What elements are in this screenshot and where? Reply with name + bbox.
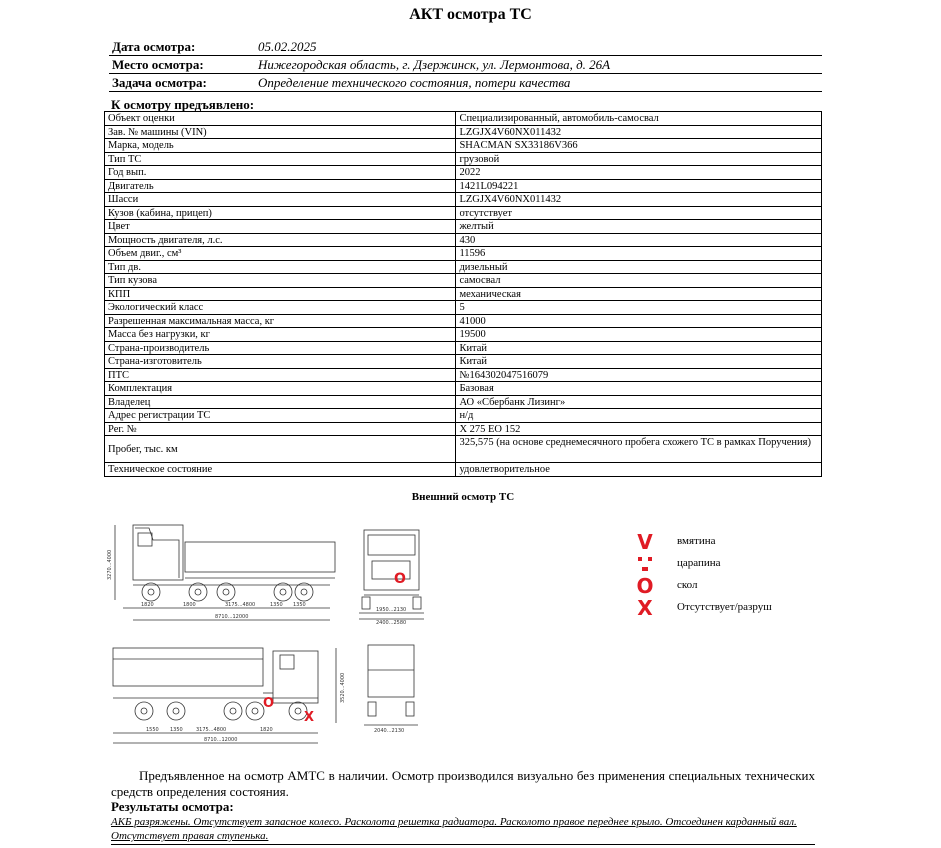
spec-key: Тип кузова bbox=[105, 274, 456, 288]
spec-row bbox=[105, 355, 822, 369]
spec-key: Комплектация bbox=[105, 382, 456, 396]
meta-row-date bbox=[109, 38, 822, 56]
spec-row bbox=[105, 166, 822, 180]
spec-value: самосвал bbox=[456, 274, 822, 288]
spec-row bbox=[105, 436, 822, 463]
truck-rear-view-drawing bbox=[360, 640, 422, 740]
spec-row bbox=[105, 125, 822, 139]
legend-label: царапина bbox=[677, 557, 721, 569]
dim-rear-seg: 3175...4800 bbox=[196, 727, 227, 733]
meta-label: Место осмотра: bbox=[112, 57, 204, 72]
spec-row bbox=[105, 112, 822, 126]
dim-side-length: 8710...12000 bbox=[215, 614, 249, 620]
spec-row bbox=[105, 179, 822, 193]
spec-value: механическая bbox=[456, 287, 822, 301]
legend-label: Отсутствует/разруш bbox=[677, 601, 772, 613]
results-text: АКБ разряжены. Отсутствует запасное колесо. Расколота решетка радиатора. Расколото правое переднее крыло. Отсоединен карданный вал. Отсутствует правая ступенька. bbox=[111, 816, 797, 842]
spec-value: АО «Сбербанк Лизинг» bbox=[456, 395, 822, 409]
spec-key: Владелец bbox=[105, 395, 456, 409]
spec-row bbox=[105, 409, 822, 423]
inspection-paragraph: Предъявленное на осмотр АМТС в наличии. Осмотр производился визуально без применения специальных технических средств определения состояния. bbox=[111, 768, 815, 799]
spec-value: 430 bbox=[456, 233, 822, 247]
spec-value: 325,575 (на основе среднемесячного пробега схожего ТС в рамках Поручения) bbox=[456, 436, 822, 463]
chip-marker: O bbox=[394, 571, 406, 587]
missing-icon: X bbox=[637, 596, 653, 620]
dim-side-seg: 1350 bbox=[270, 602, 283, 608]
spec-row bbox=[105, 395, 822, 409]
dim-rear-track: 2040...2130 bbox=[374, 728, 405, 734]
dim-rear-length: 8710...12000 bbox=[204, 737, 238, 743]
results-title: Результаты осмотра: bbox=[111, 799, 234, 814]
spec-value: SHACMAN SX33186V366 bbox=[456, 139, 822, 153]
spec-key: Цвет bbox=[105, 220, 456, 234]
spec-value: грузовой bbox=[456, 152, 822, 166]
dent-icon: V bbox=[637, 530, 653, 554]
dim-side-height: 3270...4000 bbox=[107, 549, 113, 580]
spec-key: Объект оценки bbox=[105, 112, 456, 126]
spec-row bbox=[105, 152, 822, 166]
meta-value: Определение технического состояния, потери качества bbox=[258, 75, 571, 90]
spec-row bbox=[105, 247, 822, 261]
spec-key: ПТС bbox=[105, 368, 456, 382]
spec-value: Базовая bbox=[456, 382, 822, 396]
spec-row bbox=[105, 274, 822, 288]
spec-key: Масса без нагрузки, кг bbox=[105, 328, 456, 342]
dim-side-seg: 3175...4800 bbox=[225, 602, 256, 608]
spec-key: Объем двиг., см³ bbox=[105, 247, 456, 261]
spec-row bbox=[105, 206, 822, 220]
dim-rear-seg: 1820 bbox=[260, 727, 273, 733]
truck-front-view-drawing bbox=[354, 525, 429, 625]
spec-value: 19500 bbox=[456, 328, 822, 342]
spec-key: Тип ТС bbox=[105, 152, 456, 166]
spec-key: Страна-производитель bbox=[105, 341, 456, 355]
meta-label: Задача осмотра: bbox=[112, 75, 207, 90]
spec-row bbox=[105, 341, 822, 355]
spec-value: LZGJX4V60NX011432 bbox=[456, 125, 822, 139]
spec-row bbox=[105, 139, 822, 153]
spec-row bbox=[105, 314, 822, 328]
legend-label: скол bbox=[677, 579, 698, 591]
spec-row bbox=[105, 260, 822, 274]
spec-row bbox=[105, 368, 822, 382]
spec-value: 11596 bbox=[456, 247, 822, 261]
truck-rear-side-view-drawing bbox=[108, 643, 348, 751]
meta-row-place bbox=[109, 56, 822, 74]
spec-row bbox=[105, 422, 822, 436]
spec-key: Рег. № bbox=[105, 422, 456, 436]
dim-front-track: 2400...2580 bbox=[376, 620, 407, 625]
spec-value: 1421L094221 bbox=[456, 179, 822, 193]
spec-key: Зав. № машины (VIN) bbox=[105, 125, 456, 139]
spec-row bbox=[105, 463, 822, 477]
spec-key: КПП bbox=[105, 287, 456, 301]
dim-side-seg: 1350 bbox=[293, 602, 306, 608]
spec-key: Кузов (кабина, прицеп) bbox=[105, 206, 456, 220]
spec-value: LZGJX4V60NX011432 bbox=[456, 193, 822, 207]
results-divider bbox=[111, 844, 815, 846]
spec-value: Китай bbox=[456, 341, 822, 355]
spec-row bbox=[105, 220, 822, 234]
spec-value: желтый bbox=[456, 220, 822, 234]
spec-key: Страна-изготовитель bbox=[105, 355, 456, 369]
spec-value: Х 275 ЕО 152 bbox=[456, 422, 822, 436]
spec-key: Год вып. bbox=[105, 166, 456, 180]
spec-key: Двигатель bbox=[105, 179, 456, 193]
spec-value: дизельный bbox=[456, 260, 822, 274]
spec-key: Шасси bbox=[105, 193, 456, 207]
spec-value: 5 bbox=[456, 301, 822, 315]
external-inspection-title: Внешний осмотр ТС bbox=[411, 491, 515, 503]
dim-side-seg: 1820 bbox=[141, 602, 154, 608]
spec-value: удовлетворительное bbox=[456, 463, 822, 477]
dim-rear-seg: 1350 bbox=[170, 727, 183, 733]
meta-label: Дата осмотра: bbox=[112, 39, 196, 54]
spec-value: Китай bbox=[456, 355, 822, 369]
chip-marker: O bbox=[263, 696, 275, 711]
spec-value: №164302047516079 bbox=[456, 368, 822, 382]
spec-row bbox=[105, 382, 822, 396]
spec-value: 41000 bbox=[456, 314, 822, 328]
truck-side-view-drawing bbox=[105, 520, 340, 632]
spec-key: Тип дв. bbox=[105, 260, 456, 274]
spec-key: Марка, модель bbox=[105, 139, 456, 153]
spec-key: Мощность двигателя, л.с. bbox=[105, 233, 456, 247]
spec-row bbox=[105, 301, 822, 315]
meta-row-task bbox=[109, 74, 822, 92]
page-title: АКТ осмотра ТС bbox=[409, 6, 532, 23]
damage-legend bbox=[632, 532, 832, 622]
spec-row bbox=[105, 193, 822, 207]
spec-key: Адрес регистрации ТС bbox=[105, 409, 456, 423]
missing-marker: X bbox=[304, 710, 315, 725]
meta-value: 05.02.2025 bbox=[258, 39, 317, 54]
presented-title: К осмотру предъявлено: bbox=[111, 97, 255, 112]
spec-row bbox=[105, 233, 822, 247]
meta-value: Нижегородская область, г. Дзержинск, ул. Лермонтова, д. 26А bbox=[258, 57, 611, 72]
meta-block bbox=[109, 38, 822, 92]
spec-row bbox=[105, 287, 822, 301]
spec-key: Экологический класс bbox=[105, 301, 456, 315]
spec-key: Разрешенная максимальная масса, кг bbox=[105, 314, 456, 328]
dim-rear-seg: 1550 bbox=[146, 727, 159, 733]
legend-label: вмятина bbox=[677, 535, 716, 547]
spec-table bbox=[104, 111, 822, 477]
chip-icon: O bbox=[636, 574, 654, 598]
dim-front-width: 1950...2130 bbox=[376, 607, 407, 613]
spec-key: Техническое состояние bbox=[105, 463, 456, 477]
spec-value: 2022 bbox=[456, 166, 822, 180]
spec-value: Специализированный, автомобиль-самосвал bbox=[456, 112, 822, 126]
spec-row bbox=[105, 328, 822, 342]
spec-value: н/д bbox=[456, 409, 822, 423]
spec-value: отсутствует bbox=[456, 206, 822, 220]
dim-side-seg: 1800 bbox=[183, 602, 196, 608]
spec-key: Пробег, тыс. км bbox=[105, 436, 456, 463]
dim-rear-height: 3520...4000 bbox=[340, 672, 346, 703]
